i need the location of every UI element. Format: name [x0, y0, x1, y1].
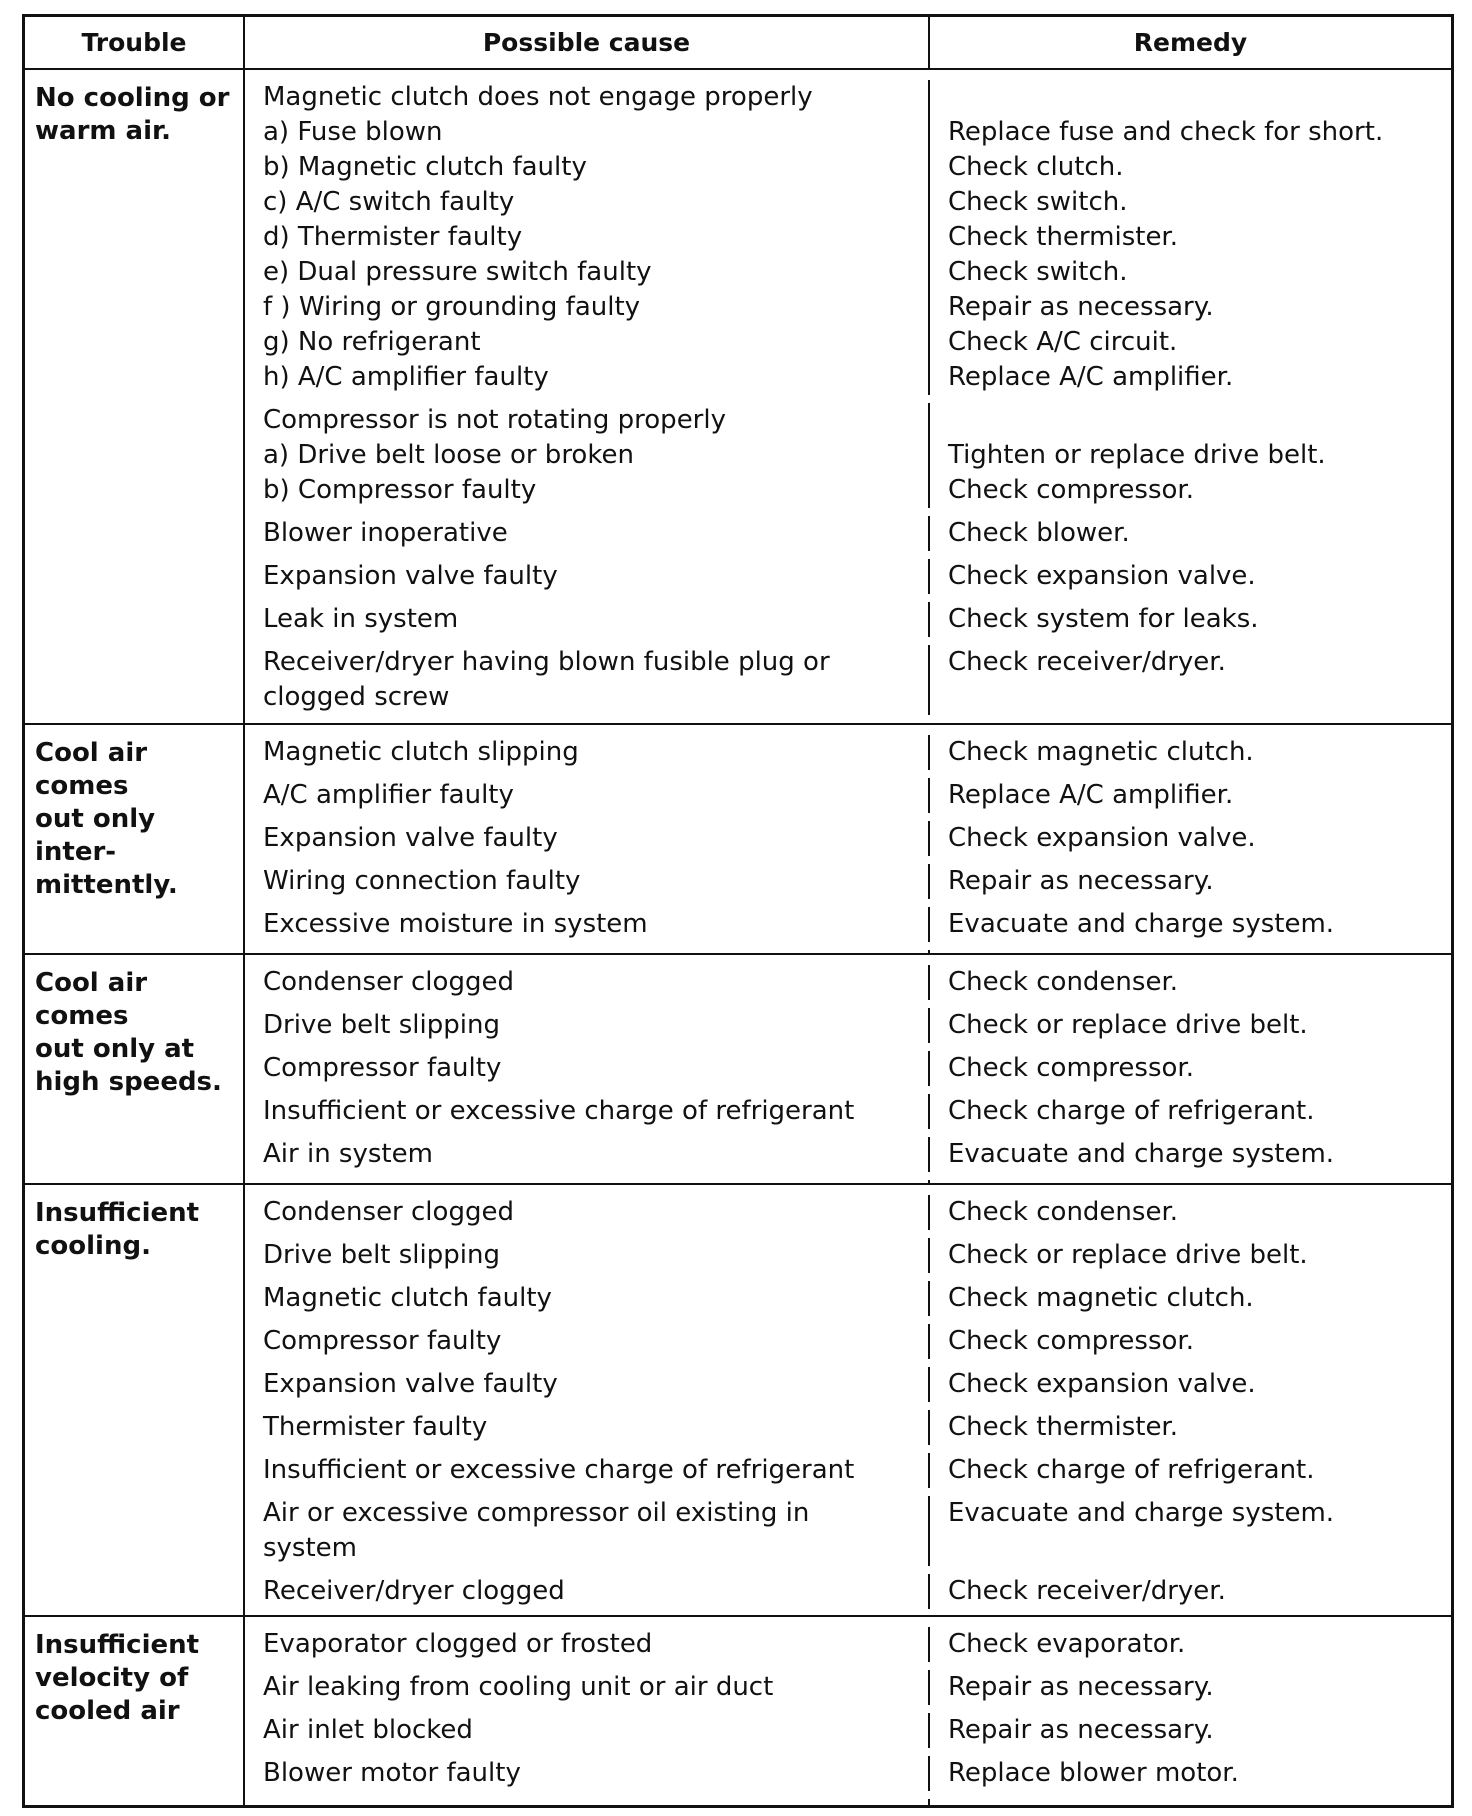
table-header: [25, 17, 1451, 70]
row-filler: [245, 1180, 1451, 1183]
table-body: [25, 70, 1451, 1805]
remedy-cell: Check magnetic clutch.: [948, 737, 1254, 767]
cause-cell: Excessive moisture in system: [245, 907, 930, 942]
cause-cell: f ) Wiring or grounding faulty: [245, 290, 930, 325]
trouble-group: [25, 70, 1451, 725]
remedy-cell: Check thermister.: [948, 222, 1179, 252]
cause-cell: e) Dual pressure switch faulty: [245, 255, 930, 290]
remedy-cell: Check system for leaks.: [948, 604, 1259, 634]
remedy-cell: Check condenser.: [948, 967, 1179, 997]
cause-remedy-rows: [245, 1185, 1451, 1615]
remedy-cell: Check expansion valve.: [948, 561, 1256, 591]
cause-cell: b) Compressor faulty: [245, 473, 930, 508]
remedy-cell: [930, 80, 1451, 115]
remedy-cell: Evacuate and charge system.: [948, 909, 1335, 939]
table-row: [245, 1281, 1451, 1316]
table-row: [245, 1617, 1451, 1662]
filler-cause: [245, 1180, 930, 1183]
table-row: [245, 1008, 1451, 1043]
remedy-cell: Repair as necessary.: [948, 292, 1214, 322]
cause-cell: Expansion valve faulty: [245, 559, 930, 594]
table-row: [245, 1185, 1451, 1230]
remedy-cell: Check blower.: [948, 518, 1130, 548]
header-trouble: Trouble: [25, 17, 245, 68]
remedy-cell: Check switch.: [948, 257, 1128, 287]
remedy-cell: Check compressor.: [948, 1326, 1194, 1356]
remedy-cell: Replace blower motor.: [948, 1758, 1239, 1788]
remedy-cell: Check or replace drive belt.: [948, 1240, 1308, 1270]
trouble-cell: Insufficient velocity of cooled air: [25, 1617, 245, 1805]
table-row: [245, 325, 1451, 360]
remedy-cell: Check clutch.: [948, 152, 1124, 182]
trouble-group: [25, 1185, 1451, 1617]
cause-cell: Insufficient or excessive charge of refrigerant: [245, 1453, 930, 1488]
table-row: [245, 602, 1451, 637]
remedy-cell: Check switch.: [948, 187, 1128, 217]
table-row: [245, 473, 1451, 508]
row-filler: [245, 950, 1451, 953]
remedy-cell: Check expansion valve.: [948, 823, 1256, 853]
trouble-group: [25, 725, 1451, 955]
table-row: [245, 290, 1451, 325]
table-row: [245, 360, 1451, 395]
row-filler: [245, 1799, 1451, 1805]
trouble-cell: Cool air comes out only at high speeds.: [25, 955, 245, 1183]
trouble-group: [25, 1617, 1451, 1805]
remedy-cell: Check receiver/dryer.: [948, 647, 1226, 677]
table-row: [245, 1574, 1451, 1609]
table-row: [245, 1756, 1451, 1791]
table-row: [245, 1051, 1451, 1086]
cause-remedy-rows: [245, 725, 1451, 953]
table-row: [245, 438, 1451, 473]
cause-cell: Compressor faulty: [245, 1324, 930, 1359]
cause-cell: Air leaking from cooling unit or air duct: [245, 1670, 930, 1705]
cause-cell: Drive belt slipping: [245, 1238, 930, 1273]
cause-remedy-rows: [245, 955, 1451, 1183]
cause-cell: Condenser clogged: [245, 1195, 930, 1230]
trouble-cell: Cool air comes out only inter- mittently.: [25, 725, 245, 953]
filler-remedy: [930, 1180, 1451, 1183]
filler-cause: [245, 950, 930, 953]
table-row: [245, 1410, 1451, 1445]
header-possible-cause: Possible cause: [245, 17, 930, 68]
table-row: [245, 955, 1451, 1000]
remedy-cell: Repair as necessary.: [948, 1672, 1214, 1702]
remedy-cell: Check or replace drive belt.: [948, 1010, 1308, 1040]
trouble-group: [25, 955, 1451, 1185]
table-row: [245, 821, 1451, 856]
remedy-cell: Check condenser.: [948, 1197, 1179, 1227]
cause-cell: Expansion valve faulty: [245, 1367, 930, 1402]
remedy-cell: Check thermister.: [948, 1412, 1179, 1442]
table-row: [245, 645, 1451, 715]
header-remedy: Remedy: [1133, 28, 1248, 57]
table-row: [245, 1238, 1451, 1273]
remedy-cell: Check compressor.: [948, 1053, 1194, 1083]
cause-cell: Thermister faulty: [245, 1410, 930, 1445]
cause-cell: Expansion valve faulty: [245, 821, 930, 856]
table-row: [245, 1496, 1451, 1566]
cause-cell: Receiver/dryer clogged: [245, 1574, 930, 1609]
cause-cell: c) A/C switch faulty: [245, 185, 930, 220]
cause-cell: Magnetic clutch faulty: [245, 1281, 930, 1316]
trouble-cell: Insufficient cooling.: [25, 1185, 245, 1615]
table-row: [245, 70, 1451, 115]
table-row: [245, 1137, 1451, 1172]
table-row: [245, 559, 1451, 594]
remedy-cell: Repair as necessary.: [948, 1715, 1214, 1745]
cause-cell: Air in system: [245, 1137, 930, 1172]
table-row: [245, 778, 1451, 813]
table-row: [245, 725, 1451, 770]
cause-cell: Drive belt slipping: [245, 1008, 930, 1043]
table-row: [245, 1094, 1451, 1129]
table-row: [245, 907, 1451, 942]
remedy-cell: Check charge of refrigerant.: [948, 1455, 1315, 1485]
cause-cell: Insufficient or excessive charge of refrigerant: [245, 1094, 930, 1129]
remedy-cell: Check charge of refrigerant.: [948, 1096, 1315, 1126]
table-row: [245, 150, 1451, 185]
cause-cell: a) Drive belt loose or broken: [245, 438, 930, 473]
remedy-cell: Evacuate and charge system.: [948, 1139, 1335, 1169]
table-row: [245, 864, 1451, 899]
remedy-cell: Tighten or replace drive belt.: [948, 440, 1326, 470]
filler-remedy: [930, 1799, 1451, 1805]
remedy-cell: Replace A/C amplifier.: [948, 362, 1234, 392]
cause-cell: Receiver/dryer having blown fusible plug or clogged screw: [245, 645, 930, 715]
remedy-cell: Evacuate and charge system.: [948, 1498, 1335, 1528]
table-row: [245, 220, 1451, 255]
table-row: [245, 1670, 1451, 1705]
table-row: [245, 1324, 1451, 1359]
remedy-cell: Check magnetic clutch.: [948, 1283, 1254, 1313]
cause-cell: Compressor faulty: [245, 1051, 930, 1086]
table-row: [245, 255, 1451, 290]
table-row: [245, 1713, 1451, 1748]
cause-cell: Blower inoperative: [245, 516, 930, 551]
remedy-cell: Check compressor.: [948, 475, 1194, 505]
trouble-cell: No cooling or warm air.: [25, 70, 245, 723]
remedy-cell: Check expansion valve.: [948, 1369, 1256, 1399]
cause-remedy-rows: [245, 70, 1451, 723]
cause-cell: Air inlet blocked: [245, 1713, 930, 1748]
cause-cell: Wiring connection faulty: [245, 864, 930, 899]
table-row: [245, 1367, 1451, 1402]
remedy-cell: Check evaporator.: [948, 1629, 1186, 1659]
table-row: [245, 403, 1451, 438]
cause-cell: Evaporator clogged or frosted: [245, 1627, 930, 1662]
table-row: [245, 115, 1451, 150]
table-row: [245, 1453, 1451, 1488]
cause-cell: d) Thermister faulty: [245, 220, 930, 255]
cause-cell: Leak in system: [245, 602, 930, 637]
table-row: [245, 516, 1451, 551]
remedy-cell: Check receiver/dryer.: [948, 1576, 1226, 1606]
cause-cell: Air or excessive compressor oil existing in system: [245, 1496, 930, 1566]
cause-cell: a) Fuse blown: [245, 115, 930, 150]
troubleshooting-table: [22, 14, 1454, 1808]
cause-cell: Magnetic clutch slipping: [245, 735, 930, 770]
cause-cell: Condenser clogged: [245, 965, 930, 1000]
filler-cause: [245, 1799, 930, 1805]
remedy-cell: Repair as necessary.: [948, 866, 1214, 896]
cause-cell: A/C amplifier faulty: [245, 778, 930, 813]
table-row: [245, 185, 1451, 220]
cause-remedy-rows: [245, 1617, 1451, 1805]
remedy-cell: Replace fuse and check for short.: [948, 117, 1384, 147]
cause-cell: Magnetic clutch does not engage properly: [245, 80, 930, 115]
remedy-cell: [930, 403, 1451, 438]
cause-cell: h) A/C amplifier faulty: [245, 360, 930, 395]
cause-cell: Compressor is not rotating properly: [245, 403, 930, 438]
remedy-cell: Replace A/C amplifier.: [948, 780, 1234, 810]
filler-remedy: [930, 950, 1451, 953]
cause-cell: g) No refrigerant: [245, 325, 930, 360]
cause-cell: Blower motor faulty: [245, 1756, 930, 1791]
cause-cell: b) Magnetic clutch faulty: [245, 150, 930, 185]
remedy-cell: Check A/C circuit.: [948, 327, 1178, 357]
